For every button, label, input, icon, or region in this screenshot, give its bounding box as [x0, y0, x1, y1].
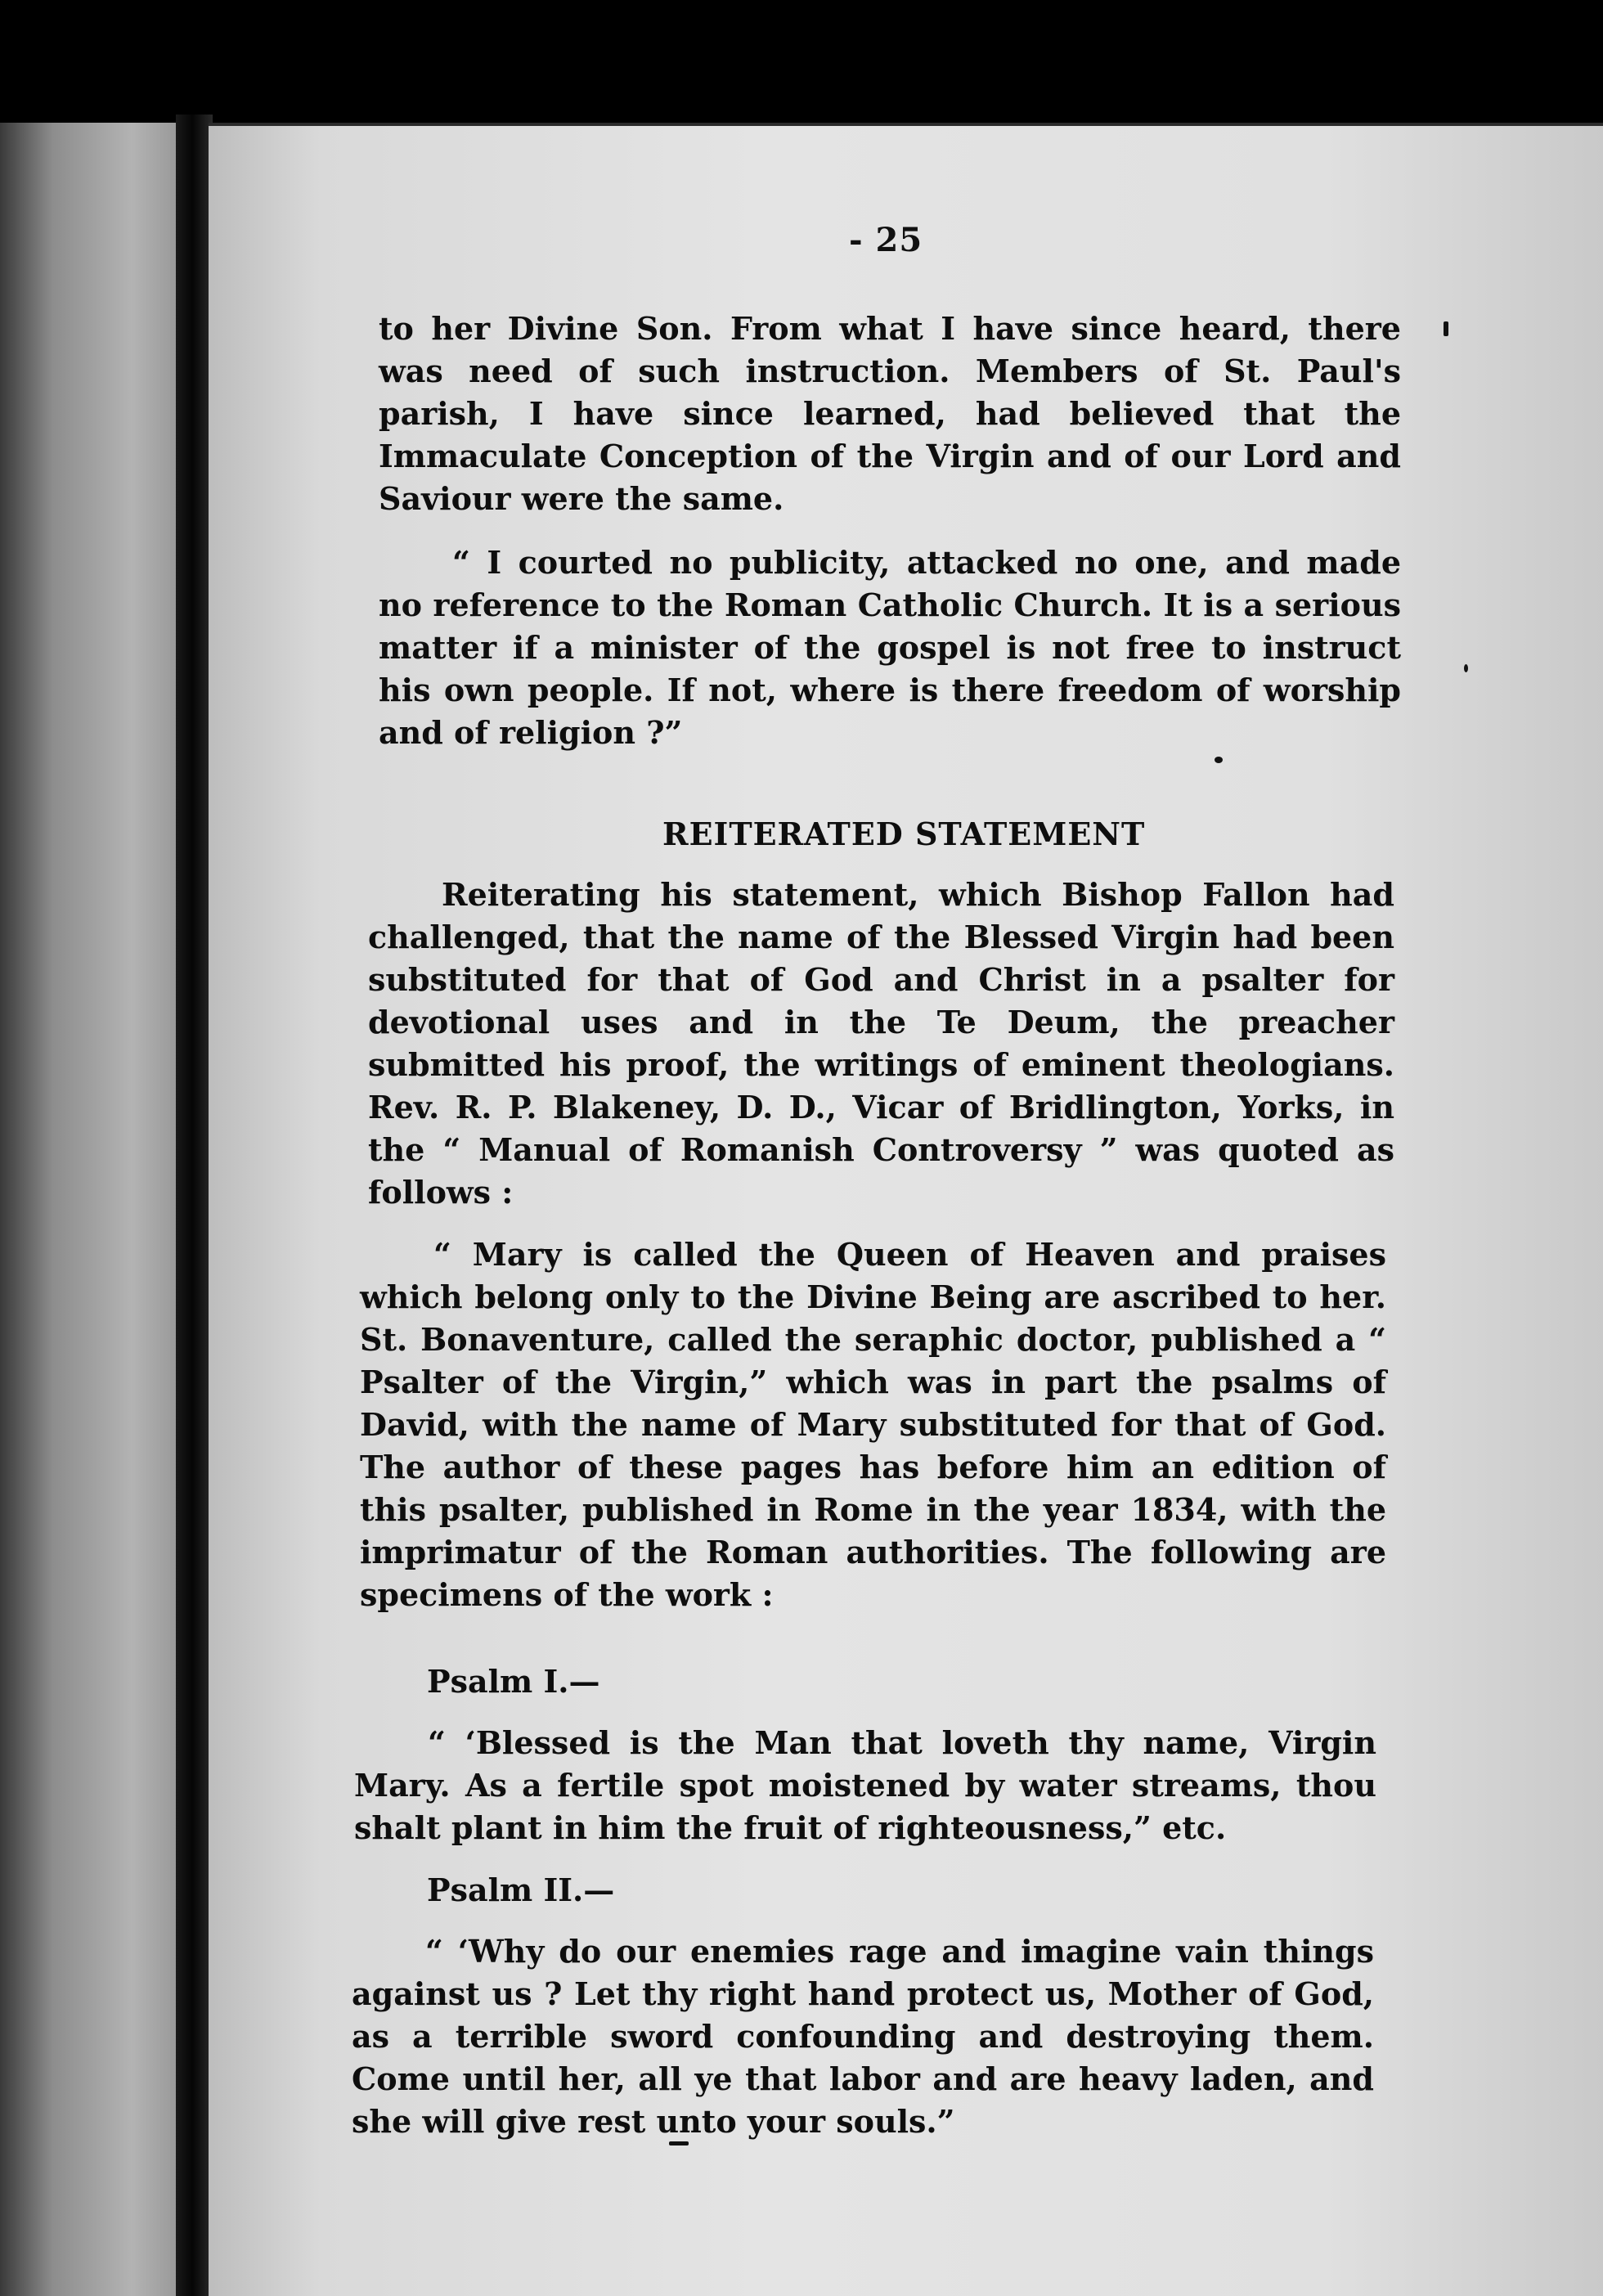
scan-speck — [669, 2141, 689, 2145]
psalm-1-text: “ ‘Blessed is the Man that loveth thy name, Virgin Mary. As a fertile spot moistened by water streams, thou shalt plant in him the fruit of righteousness,” etc. — [354, 1724, 1376, 1846]
book-gutter — [176, 115, 213, 2296]
paragraph-4: “ Mary is called the Queen of Heaven and praises which belong only to the Divine Being are ascribed to her. St. Bonaventure, called the seraphic doctor, published a “ Psalter of the Virgin,” which was in part the psalms of David, with the name of Mary substituted for that of God. The author of these pages has before him an edition of this psalter, published in Rome in the year 1834, with the imprimatur of the Roman authorities. The following are specimens of the work : — [360, 1236, 1386, 1613]
paragraph-3: Reiterating his statement, which Bishop Fallon had challenged, that the name of the Blessed Virgin had been substituted for that of God and Christ in a psalter for devotional uses and in the Te Deum, the preacher submitted his proof, the writings of eminent theologians. Rev. R. P. Blakeney, D. D., Vicar of Bridlington, Yorks, in the “ Manual of Romanish Controversy ” was quoted as follows : — [368, 876, 1394, 1211]
scan-speck — [1215, 757, 1223, 763]
page-number: - 25 — [849, 221, 923, 259]
section-heading: REITERATED STATEMENT — [662, 816, 1146, 852]
scan-speck — [1444, 321, 1448, 336]
psalm-2-text: “ ‘Why do our enemies rage and imagine vain things against us ? Let thy right hand protect us, Mother of God, as a terrible sword confounding and destroying them. Come until her, all ye that labor and are heavy laden, and she will give rest unto your souls.” — [352, 1933, 1374, 2140]
paragraph-2: “ I courted no publicity, attacked no one, and made no reference to the Roman Catholic Church. It is a serious matter if a minister of the gospel is not free to instruct his own people. If not, where is there freedom of worship and of religion ?” — [379, 544, 1401, 751]
psalm-2-heading: Psalm II.— — [427, 1871, 615, 1908]
paragraph-1: to her Divine Son. From what I have since heard, there was need of such instruction. Members of St. Paul's parish, I have since learned, had believed that the Immaculate Conception of the Virgin and of our Lord and Saviour were the same. — [379, 310, 1401, 517]
scan-speck — [1464, 664, 1468, 672]
facing-page-edge — [0, 123, 176, 2296]
psalm-1-heading: Psalm I.— — [427, 1663, 600, 1700]
